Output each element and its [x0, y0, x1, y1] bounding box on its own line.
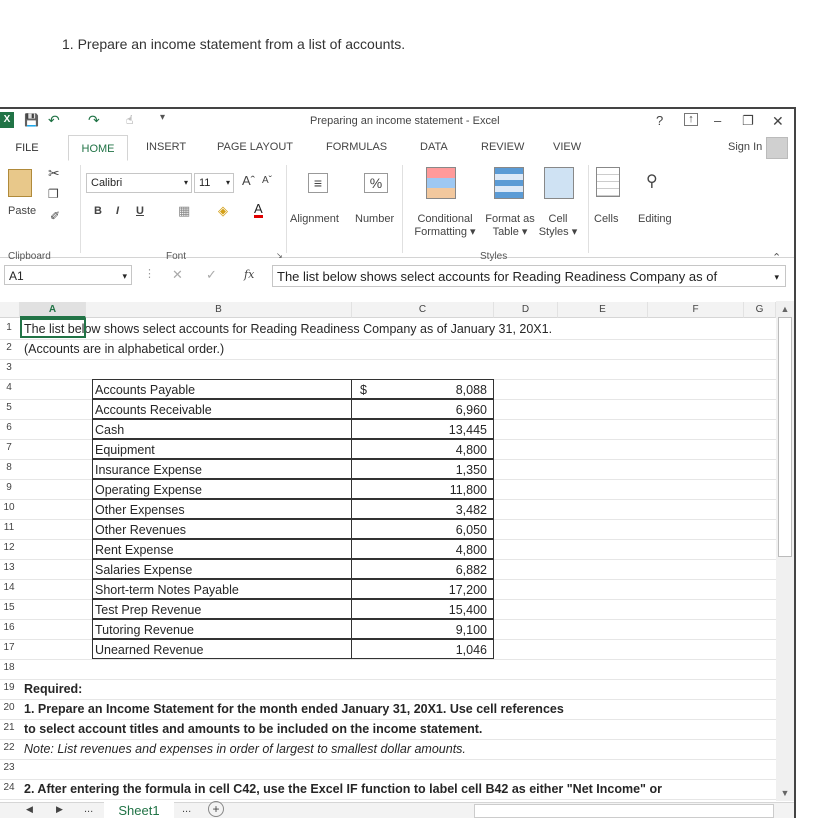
undo-icon[interactable]: ↶ [48, 112, 60, 128]
cells-button[interactable]: Cells [594, 213, 619, 225]
format-as-table-button[interactable]: Format as Table ▾ [485, 213, 535, 238]
table-row [0, 399, 776, 420]
minimize-icon[interactable]: – [714, 113, 722, 128]
more-icon[interactable]: ⋮ [144, 268, 155, 280]
help-button[interactable]: ? [656, 113, 664, 128]
account-value: 1,350 [455, 463, 487, 477]
instruction-line-1[interactable]: 1. Prepare an Income Statement for the month ended January 31, 20X1. Use cell references [24, 702, 564, 716]
account-name-cell[interactable]: Rent Expense [92, 539, 352, 559]
account-value-cell[interactable] [352, 619, 494, 639]
row-header[interactable]: 19 [3, 682, 15, 693]
note-line[interactable]: Note: List revenues and expenses in order of largest to smallest dollar amounts. [24, 742, 466, 756]
group-styles-label: Styles [480, 251, 508, 262]
account-name-cell[interactable]: Insurance Expense [92, 459, 352, 479]
title-bar [0, 109, 794, 135]
row-header[interactable]: 2 [6, 342, 12, 353]
table-row [0, 639, 776, 660]
row-header[interactable]: 16 [3, 622, 15, 633]
editing-button[interactable]: Editing [638, 213, 672, 225]
table-row [0, 619, 776, 640]
close-icon[interactable]: ✕ [772, 113, 784, 129]
alignment-button[interactable]: Alignment [290, 213, 339, 225]
row-header[interactable]: 7 [6, 442, 12, 453]
formula-input[interactable]: The list below shows select accounts for Reading Readiness Company as of ▾ [272, 265, 786, 287]
table-row [0, 579, 776, 600]
table-row [0, 659, 776, 680]
fill-color-icon[interactable]: ◈ [218, 203, 228, 218]
account-value-cell[interactable] [352, 579, 494, 599]
column-header-c[interactable]: C [352, 302, 494, 318]
row-header[interactable]: 10 [3, 502, 15, 513]
account-name-cell[interactable]: Cash [92, 419, 352, 439]
account-name-cell[interactable]: Equipment [92, 439, 352, 459]
excel-window [0, 107, 796, 818]
account-value: 4,800 [455, 443, 487, 457]
scroll-down-icon[interactable]: ▼ [780, 788, 790, 798]
table-row [0, 699, 776, 720]
excel-logo-icon: X [0, 112, 14, 128]
account-name-cell[interactable]: Tutoring Revenue [92, 619, 352, 639]
row-header[interactable]: 22 [3, 742, 15, 753]
font-color-icon[interactable]: A [254, 201, 263, 216]
row-header[interactable]: 11 [3, 522, 15, 533]
group-clipboard-label: Clipboard [8, 251, 51, 262]
format-painter-icon[interactable]: ✐ [50, 209, 61, 223]
account-value: 6,882 [455, 563, 487, 577]
table-row [0, 359, 776, 380]
account-value: 11,800 [449, 483, 487, 497]
table-row [0, 559, 776, 580]
editing-icon[interactable]: ⚲ [646, 173, 658, 190]
ribbon-home [0, 161, 794, 264]
account-name-cell[interactable]: Accounts Receivable [92, 399, 352, 419]
row-header[interactable]: 9 [6, 482, 12, 493]
row-header[interactable]: 23 [3, 762, 15, 773]
account-value: 6,960 [455, 403, 487, 417]
select-all-corner[interactable] [0, 302, 20, 318]
table-row [0, 539, 776, 560]
add-sheet-icon[interactable]: + [208, 801, 224, 817]
row-header[interactable]: 21 [3, 722, 15, 733]
account-value: 15,400 [448, 603, 487, 617]
cut-icon[interactable]: ✂ [48, 165, 60, 181]
redo-icon[interactable]: ↷ [88, 112, 100, 128]
cell-styles-button[interactable]: Cell Styles ▾ [538, 213, 578, 238]
question-text: 1. Prepare an income statement from a list of accounts. [62, 36, 406, 52]
conditional-formatting-button[interactable]: Conditional Formatting ▾ [414, 213, 476, 238]
table-row [0, 719, 776, 740]
increase-font-icon[interactable]: Aˆ [242, 173, 255, 188]
bold-button[interactable]: B [94, 205, 102, 217]
table-row [0, 739, 776, 760]
account-value-cell[interactable] [352, 539, 494, 559]
customize-qat-icon[interactable]: ▾ [160, 112, 166, 123]
ribbon-display-icon[interactable]: ↑ [684, 113, 698, 126]
cell-styles-icon[interactable] [544, 167, 574, 199]
sheet-ellipsis[interactable]: ... [84, 803, 94, 815]
row-header[interactable]: 18 [3, 662, 15, 673]
account-value: 13,445 [448, 423, 487, 437]
sheet-tab-sheet1[interactable]: Sheet1 [104, 802, 174, 818]
scroll-thumb[interactable] [778, 317, 792, 557]
row-header[interactable]: 20 [3, 702, 15, 713]
alignment-icon[interactable]: ≡ [308, 173, 328, 193]
row-header[interactable]: 14 [3, 582, 15, 593]
account-value-cell[interactable] [352, 499, 494, 519]
column-header-f[interactable]: F [648, 302, 744, 318]
table-row [0, 439, 776, 460]
italic-button[interactable]: I [116, 205, 120, 217]
account-value-cell[interactable] [352, 379, 494, 399]
conditional-formatting-icon[interactable] [426, 167, 456, 199]
table-row [0, 759, 776, 780]
enter-icon[interactable]: ✓ [206, 267, 217, 282]
tab-page-layout[interactable]: PAGE LAYOUT [217, 141, 294, 153]
tab-review[interactable]: REVIEW [481, 141, 525, 153]
table-row [0, 419, 776, 440]
scroll-up-icon[interactable]: ▲ [780, 304, 790, 314]
account-name-cell[interactable]: Other Expenses [92, 499, 352, 519]
account-value: 17,200 [448, 583, 487, 597]
sign-in-link[interactable]: Sign In [728, 141, 763, 153]
table-row [0, 479, 776, 500]
underline-button[interactable]: U [136, 205, 144, 217]
account-value-cell[interactable] [352, 519, 494, 539]
format-as-table-icon[interactable] [494, 167, 524, 199]
account-value-cell[interactable] [352, 639, 494, 659]
table-row [0, 779, 776, 800]
window-title: Preparing an income statement - Excel [310, 115, 500, 127]
cancel-icon[interactable]: ✕ [172, 267, 183, 282]
row-header[interactable]: 13 [3, 562, 15, 573]
column-header-g[interactable]: G [744, 302, 776, 318]
cell-a2[interactable]: (Accounts are in alphabetical order.) [24, 342, 225, 356]
account-name-cell[interactable]: Other Revenues [92, 519, 352, 539]
insert-function-icon[interactable]: fx [244, 268, 255, 281]
table-row [0, 459, 776, 480]
row-header[interactable]: 24 [3, 782, 15, 793]
account-name-cell[interactable]: Operating Expense [92, 479, 352, 499]
row-header[interactable]: 12 [3, 542, 15, 553]
font-name-select[interactable]: Calibri ▾ [86, 173, 192, 193]
table-row [0, 519, 776, 540]
font-size-select[interactable]: 11 ▾ [194, 173, 234, 193]
account-value-cell[interactable] [352, 479, 494, 499]
account-value: 9,100 [455, 623, 487, 637]
account-value: 1,046 [455, 643, 487, 657]
formula-bar [0, 259, 794, 291]
table-row [0, 679, 776, 700]
spreadsheet-grid [0, 302, 794, 802]
row-header[interactable]: 4 [6, 382, 12, 393]
name-box[interactable]: A1 ▾ [4, 265, 132, 285]
sheet-prev-icon[interactable]: ◀ [26, 804, 33, 814]
number-button[interactable]: Number [355, 213, 395, 225]
account-value: 8,088 [455, 383, 487, 397]
tab-formulas[interactable]: FORMULAS [326, 141, 388, 153]
column-header-a[interactable]: A [20, 302, 86, 318]
vertical-scrollbar[interactable] [776, 301, 794, 801]
account-value: 6,050 [455, 523, 487, 537]
avatar[interactable] [766, 137, 788, 159]
account-value-cell[interactable] [352, 599, 494, 619]
account-value-cell[interactable] [352, 419, 494, 439]
cells-icon[interactable] [596, 167, 620, 197]
table-row [0, 599, 776, 620]
sheet-ellipsis-right[interactable]: ... [182, 803, 192, 815]
account-name-cell[interactable]: Salaries Expense [92, 559, 352, 579]
table-row [0, 499, 776, 520]
table-row [0, 319, 776, 340]
row-header[interactable]: 1 [6, 322, 12, 333]
account-name-cell[interactable]: Unearned Revenue [92, 639, 352, 659]
account-value: 3,482 [455, 503, 487, 517]
row-header[interactable]: 3 [6, 362, 12, 373]
row-header[interactable]: 17 [3, 642, 15, 653]
tab-file[interactable]: FILE [15, 142, 39, 154]
account-value: 4,800 [455, 543, 487, 557]
instruction-line-2[interactable]: to select account titles and amounts to be included on the income statement. [24, 722, 483, 736]
column-header-b[interactable]: B [86, 302, 352, 318]
percent-icon[interactable]: % [364, 173, 388, 193]
account-value-cell[interactable] [352, 439, 494, 459]
ribbon-tabs [0, 135, 794, 162]
restore-icon[interactable]: ❐ [742, 113, 754, 128]
account-value-cell[interactable] [352, 559, 494, 579]
row-header[interactable]: 5 [6, 402, 12, 413]
cell-a1[interactable]: The list below shows select accounts for Reading Readiness Company as of January 31, 20X1. [24, 322, 553, 336]
tab-home[interactable]: HOME [68, 135, 128, 161]
active-cell-outline [20, 318, 86, 338]
group-font-label: Font [166, 251, 187, 262]
table-row [0, 339, 776, 360]
account-name-cell[interactable]: Test Prep Revenue [92, 599, 352, 619]
sheet-next-icon[interactable]: ▶ [56, 804, 63, 814]
touch-mode-icon[interactable]: ☝ [126, 113, 134, 127]
dollar-sign: $ [360, 383, 367, 397]
tab-view[interactable]: VIEW [553, 141, 582, 153]
account-value-cell[interactable] [352, 459, 494, 479]
account-value-cell[interactable] [352, 399, 494, 419]
paste-button[interactable]: Paste [8, 205, 37, 217]
tab-insert[interactable]: INSERT [146, 141, 187, 153]
required-label[interactable]: Required: [24, 682, 83, 696]
save-icon[interactable]: 💾 [24, 113, 39, 127]
borders-icon[interactable]: ▦ [178, 203, 191, 218]
column-header-d[interactable]: D [494, 302, 558, 318]
copy-icon[interactable]: ❐ [48, 187, 59, 201]
account-name-cell[interactable]: Accounts Payable [92, 379, 352, 399]
font-dialog-icon[interactable]: ↘ [276, 251, 283, 260]
tab-data[interactable]: DATA [420, 141, 448, 153]
account-name-cell[interactable]: Short-term Notes Payable [92, 579, 352, 599]
column-header-e[interactable]: E [558, 302, 648, 318]
row-header[interactable]: 8 [6, 462, 12, 473]
paste-icon[interactable] [8, 169, 32, 197]
decrease-font-icon[interactable]: Aˇ [262, 175, 272, 186]
instruction-line-3[interactable]: 2. After entering the formula in cell C42, use the Excel IF function to label cell B42 as either "Net Income" or [24, 782, 662, 796]
row-header[interactable]: 6 [6, 422, 12, 433]
table-row [0, 379, 776, 400]
row-header[interactable]: 15 [3, 602, 15, 613]
collapse-ribbon-icon[interactable]: ⌃ [772, 252, 782, 264]
